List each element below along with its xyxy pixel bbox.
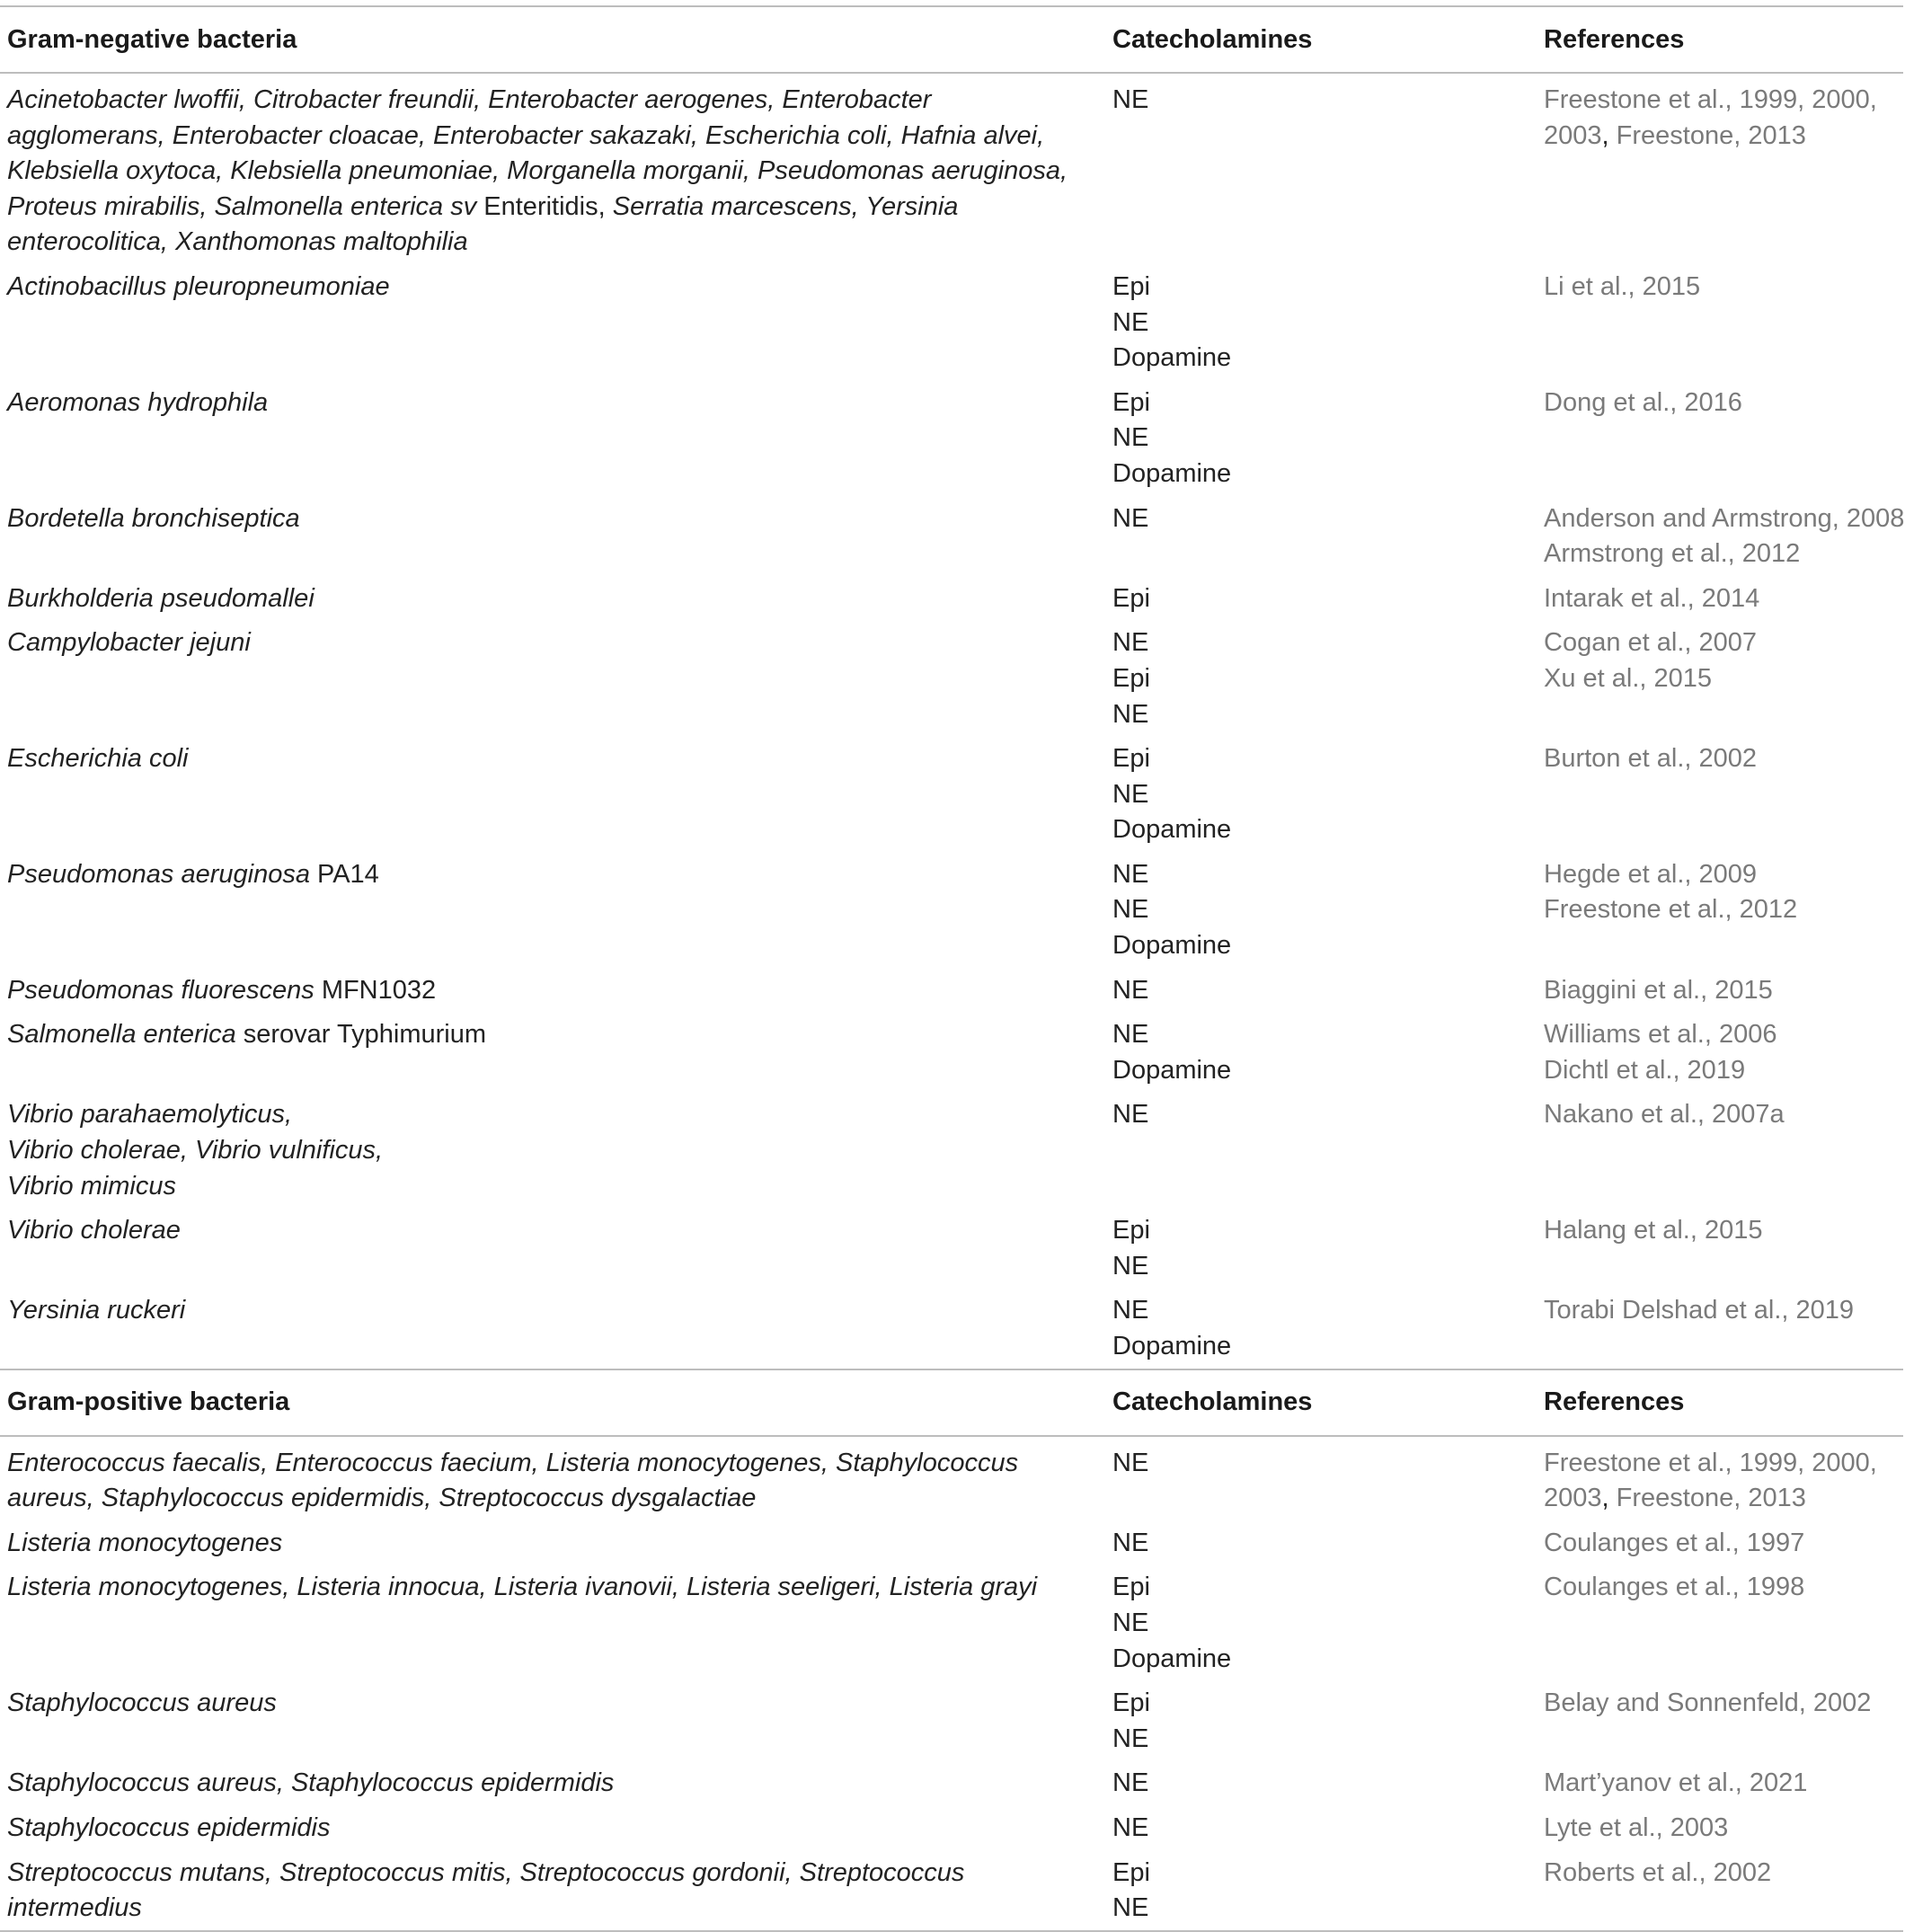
organism-cell: [0, 1766, 1105, 1802]
reference-line: [1544, 1766, 1905, 1802]
reference-line: [1544, 1446, 1905, 1482]
section-header: [0, 1370, 1905, 1435]
organism-text: Vibrio parahaemolyticus,: [7, 1100, 293, 1130]
organism-text: Escherichia coli: [7, 744, 189, 774]
reference-line: [1544, 1017, 1905, 1053]
catecholamine-value: Epi: [1112, 583, 1150, 613]
table-row: [0, 1850, 1905, 1930]
organism-cell: [0, 1293, 1105, 1364]
reference-line: [1544, 119, 1905, 155]
organism-line: [7, 1856, 1087, 1892]
catecholamine-value: NE: [1112, 975, 1149, 1005]
reference-line: [1544, 1811, 1905, 1847]
organism-line: [7, 741, 1087, 777]
reference-text: Freestone et al., 1999, 2000,: [1544, 1448, 1877, 1477]
catecholamine-value: Epi: [1112, 387, 1150, 417]
catecholamine-value: Epi: [1112, 1216, 1150, 1245]
catecholamine-value: NE: [1112, 85, 1149, 114]
reference-cell: [1544, 741, 1905, 848]
table-row: [0, 1680, 1905, 1760]
organism-text: Staphylococcus aureus, Staphylococcus epidermidis: [7, 1768, 615, 1798]
organism-cell: [0, 973, 1105, 1009]
organism-cell: [0, 1017, 1105, 1088]
organism-text: Pseudomonas fluorescens: [7, 975, 322, 1005]
organism-cell: [0, 1097, 1105, 1204]
organism-text: Bordetella bronchiseptica: [7, 503, 300, 533]
organism-text: PA14: [317, 859, 379, 889]
catecholamine-value: Dopamine: [1112, 815, 1232, 845]
catecholamine-value: Epi: [1112, 744, 1150, 774]
column-header-col2: Catecholamines: [1112, 1387, 1313, 1417]
catecholamine-value: Dopamine: [1112, 1332, 1232, 1360]
organism-text: Vibrio mimicus: [7, 1171, 177, 1201]
reference-cell: [1544, 1766, 1905, 1802]
table-row: [0, 264, 1905, 380]
catecholamine-value: NE: [1112, 779, 1149, 809]
reference-line: [1544, 536, 1905, 572]
reference-line: [1544, 386, 1905, 421]
organism-line: [7, 1526, 1087, 1562]
table-row: [0, 1520, 1905, 1565]
organism-text: Campylobacter jejuni: [7, 628, 251, 658]
catecholamine-value: NE: [1112, 1528, 1149, 1557]
reference-text: Freestone et al., 2012: [1544, 895, 1798, 925]
catecholamine-value: Dopamine: [1112, 1055, 1232, 1085]
reference-text: Mart’yanov et al., 2021: [1544, 1768, 1808, 1798]
organism-text: Actinobacillus pleuropneumoniae: [7, 271, 390, 301]
organism-text: Enteritidis,: [483, 191, 613, 221]
reference-line: [1544, 625, 1905, 661]
reference-cell: [1544, 386, 1905, 492]
organism-cell: [0, 1570, 1105, 1677]
reference-text: Burton et al., 2002: [1544, 744, 1757, 774]
catecholamine-cell: [1105, 1097, 1544, 1204]
column-header-col2: Catecholamines: [1112, 24, 1313, 54]
organism-text: Staphylococcus aureus: [7, 1688, 277, 1718]
organism-text: Pseudomonas aeruginosa: [7, 859, 318, 889]
table-row: [0, 1760, 1905, 1805]
table-row: [0, 852, 1905, 968]
organism-line: [7, 1766, 1087, 1802]
reference-line: [1544, 501, 1905, 537]
organism-cell: [0, 1526, 1105, 1562]
reference-line: [1544, 1526, 1905, 1562]
reference-text: Coulanges et al., 1997: [1544, 1528, 1805, 1557]
reference-cell: [1544, 270, 1905, 377]
organism-line: [7, 857, 1087, 893]
reference-text: Belay and Sonnenfeld, 2002: [1544, 1688, 1872, 1718]
reference-text: Freestone et al., 1999, 2000,: [1544, 85, 1877, 114]
catecholamine-value: NE: [1112, 628, 1149, 658]
table-row: [0, 1437, 1905, 1520]
reference-text: Armstrong et al., 2012: [1544, 539, 1801, 569]
catecholamine-value: Epi: [1112, 1688, 1150, 1718]
column-header-col3: References: [1544, 24, 1685, 54]
catecholamine-value: Epi: [1112, 1573, 1150, 1602]
catecholamine-value: NE: [1112, 1812, 1149, 1842]
organism-text: Enterococcus faecalis, Enterococcus faecium, Listeria monocytogenes, Staphylococcus: [7, 1448, 1019, 1477]
reference-line: [1544, 661, 1905, 697]
catecholamine-cell: [1105, 1686, 1544, 1757]
catecholamine-value: Epi: [1112, 1857, 1150, 1887]
catecholamine-cell: [1105, 386, 1544, 492]
reference-text: Williams et al., 2006: [1544, 1020, 1777, 1050]
organism-line: [7, 581, 1087, 617]
organism-cell: [0, 270, 1105, 377]
reference-line: [1544, 270, 1905, 306]
organism-line: [7, 225, 1087, 261]
catecholamine-value: Dopamine: [1112, 458, 1232, 488]
column-header-col1: Gram-negative bacteria: [7, 24, 297, 54]
organism-text: Klebsiella oxytoca, Klebsiella pneumoniae, Morganella morganii, Pseudomonas aeruginosa,: [7, 156, 1068, 186]
catecholamine-cell: [1105, 1213, 1544, 1284]
reference-text: Biaggini et al., 2015: [1544, 975, 1773, 1005]
catecholamine-value: NE: [1112, 895, 1149, 925]
organism-line: [7, 1293, 1087, 1329]
reference-text: Hegde et al., 2009: [1544, 859, 1758, 889]
catecholamine-value: Dopamine: [1112, 1644, 1232, 1673]
reference-line: [1544, 1570, 1905, 1606]
column-header-col3: References: [1544, 1387, 1685, 1417]
organism-cell: [0, 83, 1105, 261]
organism-text: serovar Typhimurium: [243, 1020, 486, 1050]
reference-text: ,: [1601, 1484, 1617, 1513]
organism-line: [7, 1169, 1087, 1205]
reference-cell: [1544, 1570, 1905, 1677]
catecholamine-cell: [1105, 270, 1544, 377]
reference-text: Dichtl et al., 2019: [1544, 1055, 1746, 1085]
catecholamine-cell: [1105, 1293, 1544, 1364]
catecholamine-cell: [1105, 741, 1544, 848]
reference-line: [1544, 892, 1905, 928]
catecholamine-cell: [1105, 1446, 1544, 1517]
organism-line: [7, 1097, 1087, 1133]
table-row: [0, 736, 1905, 852]
reference-line: [1544, 1213, 1905, 1249]
table-row: [0, 496, 1905, 576]
reference-cell: [1544, 1097, 1905, 1204]
organism-cell: [0, 857, 1105, 964]
catecholamine-value: NE: [1112, 503, 1149, 533]
catecholamine-value: NE: [1112, 1251, 1149, 1281]
reference-text: Dong et al., 2016: [1544, 387, 1742, 417]
organism-cell: [0, 1686, 1105, 1757]
catecholamine-value: Dopamine: [1112, 343, 1232, 373]
reference-text: Halang et al., 2015: [1544, 1216, 1763, 1245]
reference-text: 2003: [1544, 1484, 1602, 1513]
organism-cell: [0, 581, 1105, 617]
organism-text: Listeria monocytogenes: [7, 1528, 283, 1557]
table-row: [0, 1805, 1905, 1850]
table-row: [0, 1564, 1905, 1680]
organism-text: Staphylococcus epidermidis: [7, 1812, 331, 1842]
organism-text: Yersinia ruckeri: [7, 1296, 186, 1325]
reference-cell: [1544, 1856, 1905, 1927]
organism-line: [7, 1686, 1087, 1722]
catecholamine-value: NE: [1112, 1893, 1149, 1923]
catecholamine-cell: [1105, 1526, 1544, 1562]
catecholamine-value: NE: [1112, 1020, 1149, 1050]
reference-line: [1544, 1293, 1905, 1329]
catecholamine-value: NE: [1112, 859, 1149, 889]
catecholamine-cell: [1105, 1570, 1544, 1677]
catecholamine-value: NE: [1112, 1768, 1149, 1798]
table-bottom-rule: [0, 1930, 1903, 1932]
organism-cell: [0, 1856, 1105, 1927]
reference-text: Coulanges et al., 1998: [1544, 1573, 1805, 1602]
catecholamine-value: NE: [1112, 1608, 1149, 1637]
organism-line: [7, 625, 1087, 661]
organism-cell: [0, 501, 1105, 572]
table-row: [0, 1208, 1905, 1288]
reference-text: 2003: [1544, 120, 1602, 150]
organism-line: [7, 1213, 1087, 1249]
organism-text: Aeromonas hydrophila: [7, 387, 269, 417]
reference-cell: [1544, 1526, 1905, 1562]
organism-cell: [0, 386, 1105, 492]
catecholamine-value: NE: [1112, 1724, 1149, 1753]
catecholamine-value: Epi: [1112, 271, 1150, 301]
organism-text: Streptococcus mutans, Streptococcus mitis, Streptococcus gordonii, Streptococcus: [7, 1857, 965, 1887]
organism-text: MFN1032: [321, 975, 437, 1005]
reference-text: ,: [1601, 120, 1617, 150]
reference-line: [1544, 581, 1905, 617]
organism-cell: [0, 1213, 1105, 1284]
organism-text: Proteus mirabilis, Salmonella enterica sv: [7, 191, 484, 221]
catecholamine-cell: [1105, 83, 1544, 261]
organism-text: agglomerans, Enterobacter cloacae, Enterobacter sakazaki, Escherichia coli, Hafnia alvei,: [7, 120, 1045, 150]
catecholamine-cell: [1105, 501, 1544, 572]
organism-line: [7, 973, 1087, 1009]
reference-text: Freestone, 2013: [1616, 1484, 1806, 1513]
organism-text: aureus, Staphylococcus epidermidis, Streptococcus dysgalactiae: [7, 1484, 757, 1513]
organism-line: [7, 270, 1087, 306]
organism-line: [7, 154, 1087, 190]
organism-line: [7, 1811, 1087, 1847]
catecholamine-cell: [1105, 857, 1544, 964]
reference-cell: [1544, 973, 1905, 1009]
reference-line: [1544, 1053, 1905, 1089]
organism-line: [7, 1017, 1087, 1053]
table-row: [0, 620, 1905, 736]
table-row: [0, 968, 1905, 1013]
catecholamine-cell: [1105, 625, 1544, 732]
organism-text: Salmonella enterica: [7, 1020, 244, 1050]
reference-cell: [1544, 1446, 1905, 1517]
organism-line: [7, 501, 1087, 537]
reference-line: [1544, 1856, 1905, 1892]
organism-cell: [0, 1811, 1105, 1847]
table-row: [0, 380, 1905, 496]
reference-cell: [1544, 625, 1905, 732]
catecholamine-value: NE: [1112, 423, 1149, 453]
organism-line: [7, 119, 1087, 155]
column-header-col1: Gram-positive bacteria: [7, 1387, 290, 1417]
catecholamine-cell: [1105, 1811, 1544, 1847]
reference-line: [1544, 741, 1905, 777]
reference-text: Lyte et al., 2003: [1544, 1812, 1729, 1842]
reference-text: Intarak et al., 2014: [1544, 583, 1760, 613]
organism-cell: [0, 741, 1105, 848]
reference-text: Roberts et al., 2002: [1544, 1857, 1772, 1887]
table-row: [0, 1092, 1905, 1208]
catecholamine-cell: [1105, 1017, 1544, 1088]
organism-line: [7, 1891, 1087, 1927]
organism-line: [7, 1446, 1087, 1482]
organism-line: [7, 1481, 1087, 1517]
reference-cell: [1544, 1811, 1905, 1847]
organism-cell: [0, 1446, 1105, 1517]
reference-text: Cogan et al., 2007: [1544, 628, 1758, 658]
reference-line: [1544, 1686, 1905, 1722]
organism-line: [7, 190, 1087, 226]
reference-line: [1544, 83, 1905, 119]
catecholamine-value: NE: [1112, 1448, 1149, 1477]
reference-text: Anderson and Armstrong, 2008: [1544, 503, 1905, 533]
catecholamine-cell: [1105, 581, 1544, 617]
organism-text: Acinetobacter lwoffii, Citrobacter freundii, Enterobacter aerogenes, Enterobacter: [7, 85, 932, 114]
organism-line: [7, 1133, 1087, 1169]
reference-text: Nakano et al., 2007a: [1544, 1100, 1785, 1130]
table-row: [0, 576, 1905, 621]
reference-cell: [1544, 501, 1905, 572]
organism-text: Listeria monocytogenes, Listeria innocua, Listeria ivanovii, Listeria seeligeri, Listeria grayi: [7, 1573, 1038, 1602]
reference-text: Freestone, 2013: [1616, 120, 1806, 150]
reference-cell: [1544, 857, 1905, 964]
section-header: [0, 7, 1905, 72]
organism-text: intermedius: [7, 1893, 142, 1923]
catecholamine-value: Dopamine: [1112, 931, 1232, 961]
catecholamine-cell: [1105, 1766, 1544, 1802]
organism-line: [7, 386, 1087, 421]
catecholamine-cell: [1105, 1856, 1544, 1927]
reference-text: Li et al., 2015: [1544, 271, 1701, 301]
table-row: [0, 74, 1905, 264]
reference-text: Xu et al., 2015: [1544, 663, 1713, 693]
catecholamine-value: Epi: [1112, 663, 1150, 693]
catecholamine-value: NE: [1112, 699, 1149, 729]
reference-cell: [1544, 1686, 1905, 1757]
reference-cell: [1544, 83, 1905, 261]
table-row: [0, 1012, 1905, 1092]
reference-cell: [1544, 1293, 1905, 1364]
organism-text: Vibrio cholerae: [7, 1216, 181, 1245]
reference-line: [1544, 973, 1905, 1009]
organism-text: Vibrio cholerae, Vibrio vulnificus,: [7, 1136, 384, 1165]
catecholamine-cell: [1105, 973, 1544, 1009]
organism-text: Serratia marcescens, Yersinia: [612, 191, 959, 221]
organism-text: Burkholderia pseudomallei: [7, 583, 315, 613]
reference-cell: [1544, 1017, 1905, 1088]
table-row: [0, 1288, 1905, 1368]
reference-line: [1544, 1481, 1905, 1517]
reference-line: [1544, 1097, 1905, 1133]
organism-text: enterocolitica, Xanthomonas maltophilia: [7, 227, 468, 257]
reference-cell: [1544, 581, 1905, 617]
catecholamine-value: NE: [1112, 1100, 1149, 1130]
catecholamine-value: NE: [1112, 307, 1149, 337]
reference-cell: [1544, 1213, 1905, 1284]
catecholamine-value: NE: [1112, 1296, 1149, 1325]
organism-line: [7, 83, 1087, 119]
reference-line: [1544, 857, 1905, 893]
organism-cell: [0, 625, 1105, 732]
organism-line: [7, 1570, 1087, 1606]
reference-text: Torabi Delshad et al., 2019: [1544, 1296, 1854, 1325]
